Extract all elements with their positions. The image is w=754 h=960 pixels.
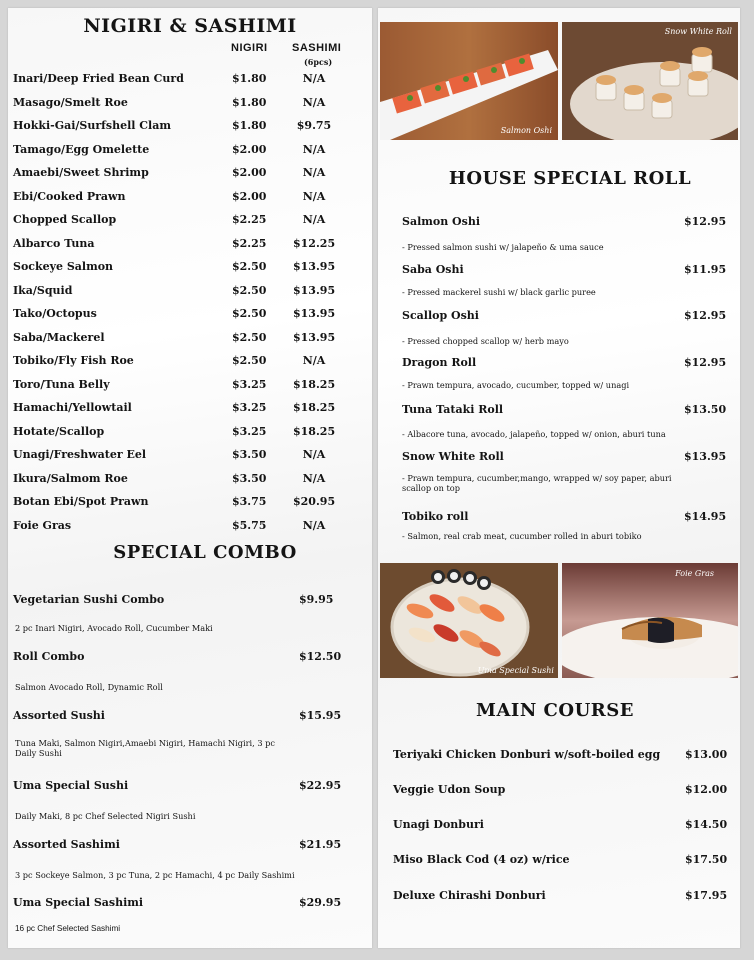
nigiri-price: $2.00 (232, 189, 267, 203)
combo-description: Daily Maki, 8 pc Chef Selected Nigiri Sushi (15, 811, 196, 821)
nigiri-item-name: Inari/Deep Fried Bean Curd (13, 72, 184, 85)
combo-price: $21.95 (299, 838, 342, 851)
roll-description: - Pressed chopped scallop w/ herb mayo (402, 336, 569, 346)
main-course-price: $17.50 (685, 853, 728, 866)
main-course-name: Veggie Udon Soup (393, 783, 506, 796)
roll-price: $13.50 (684, 403, 727, 416)
nigiri-price: $5.75 (232, 518, 267, 532)
sashimi-price: $13.95 (293, 330, 336, 344)
roll-price: $12.95 (684, 356, 727, 369)
nigiri-item-name: Tobiko/Fly Fish Roe (13, 354, 134, 367)
sashimi-price: $13.95 (293, 307, 336, 320)
roll-price: $13.95 (684, 450, 727, 463)
main-course-title: MAIN COURSE (476, 700, 634, 721)
roll-price: $12.95 (684, 215, 727, 228)
main-course-row (393, 783, 728, 801)
uma-special-sushi-photo (380, 563, 558, 678)
sashimi-price: N/A (302, 518, 326, 532)
roll-price: $12.95 (684, 309, 727, 322)
special-combo-title: SPECIAL COMBO (113, 542, 297, 563)
combo-price: $22.95 (299, 779, 342, 792)
combo-description: Salmon Avocado Roll, Dynamic Roll (15, 682, 163, 692)
sashimi-price: N/A (302, 142, 326, 156)
photo-caption: Foie Gras (675, 569, 714, 578)
nigiri-row (13, 354, 353, 372)
combo-price: $29.95 (299, 896, 342, 909)
roll-description: - Pressed mackerel sushi w/ black garlic puree (402, 287, 596, 297)
nigiri-item-name: Saba/Mackerel (13, 330, 105, 344)
roll-price: $14.95 (684, 510, 727, 523)
combo-description: Tuna Maki, Salmon Nigiri,Amaebi Nigiri, Hamachi Nigiri, 3 pc Daily Sushi (15, 738, 276, 758)
sashimi-column-header: SASHIMI (292, 42, 342, 54)
snow-white-roll-photo (562, 22, 738, 140)
roll-name: Scallop Oshi (402, 309, 479, 322)
nigiri-price: $3.50 (232, 448, 267, 461)
nigiri-column-header: NIGIRI (231, 42, 268, 54)
sashimi-price: N/A (302, 72, 326, 85)
nigiri-price: $3.75 (232, 495, 267, 508)
nigiri-price: $1.80 (232, 119, 267, 132)
nigiri-price: $2.50 (232, 260, 267, 273)
nigiri-item-name: Unagi/Freshwater Eel (13, 448, 147, 461)
nigiri-item-name: Foie Gras (13, 518, 72, 532)
nigiri-price: $2.50 (232, 330, 267, 344)
combo-price: $15.95 (299, 709, 342, 722)
combo-price: $12.50 (299, 650, 342, 663)
nigiri-price: $2.25 (232, 236, 267, 250)
nigiri-item-name: Hamachi/Yellowtail (13, 401, 132, 414)
combo-name: Assorted Sushi (13, 709, 105, 722)
main-course-price: $12.00 (685, 783, 728, 796)
salmon-oshi-photo (380, 22, 558, 140)
roll-name: Tuna Tataki Roll (402, 403, 504, 416)
sashimi-price: N/A (302, 166, 326, 179)
combo-name: Roll Combo (13, 650, 85, 663)
main-course-row (393, 748, 728, 766)
roll-description: - Albacore tuna, avocado, jalapeño, topped w/ onion, aburi tuna (402, 429, 666, 439)
combo-price: $9.95 (299, 593, 334, 606)
nigiri-row (13, 119, 353, 137)
nigiri-row (13, 260, 353, 278)
nigiri-sashimi-title: NIGIRI & SASHIMI (83, 15, 297, 37)
main-course-name: Miso Black Cod (4 oz) w/rice (393, 853, 570, 866)
main-course-name: Unagi Donburi (393, 818, 484, 831)
main-course-row (393, 853, 728, 871)
nigiri-row (13, 190, 353, 208)
nigiri-item-name: Sockeye Salmon (13, 260, 114, 273)
nigiri-item-name: Chopped Scallop (13, 213, 117, 226)
nigiri-price: $1.80 (232, 72, 267, 85)
sashimi-price: $13.95 (293, 283, 336, 297)
sashimi-price: $20.95 (293, 495, 336, 508)
nigiri-price: $3.25 (232, 377, 267, 391)
combo-description: 2 pc Inari Nigiri, Avocado Roll, Cucumber Maki (15, 623, 213, 633)
sashimi-price: N/A (302, 189, 326, 203)
photo-caption: Snow White Roll (664, 27, 732, 36)
sashimi-price: N/A (302, 95, 326, 109)
nigiri-item-name: Ika/Squid (13, 283, 73, 297)
combo-description: 3 pc Sockeye Salmon, 3 pc Tuna, 2 pc Hamachi, 4 pc Daily Sashimi (15, 870, 295, 880)
house-special-roll-title: HOUSE SPECIAL ROLL (448, 168, 692, 189)
nigiri-price: $2.25 (232, 213, 267, 226)
main-course-price: $17.95 (685, 889, 728, 902)
nigiri-row (13, 143, 353, 161)
nigiri-item-name: Albarco Tuna (13, 236, 95, 250)
roll-description: - Prawn tempura, avocado, cucumber, topped w/ unagi (402, 380, 630, 390)
main-course-row (393, 818, 728, 836)
combo-name: Uma Special Sashimi (13, 896, 144, 909)
nigiri-item-name: Ikura/Salmom Roe (13, 471, 128, 485)
nigiri-price: $3.25 (232, 401, 267, 414)
nigiri-price: $2.00 (232, 166, 267, 179)
nigiri-item-name: Ebi/Cooked Prawn (13, 189, 126, 203)
photo-caption: Salmon Oshi (500, 126, 552, 135)
nigiri-price: $2.50 (232, 354, 267, 367)
nigiri-item-name: Hotate/Scallop (13, 424, 105, 438)
sashimi-price: N/A (302, 448, 326, 461)
combo-name: Uma Special Sushi (13, 779, 129, 792)
sashimi-price: $12.25 (293, 236, 336, 250)
combo-name: Assorted Sashimi (13, 838, 120, 851)
main-course-row (393, 889, 728, 907)
nigiri-row (13, 166, 353, 184)
sashimi-price: $18.25 (293, 424, 336, 438)
combo-name: Vegetarian Sushi Combo (13, 593, 165, 606)
nigiri-price: $2.50 (232, 307, 267, 320)
nigiri-row (13, 401, 353, 419)
roll-name: Tobiko roll (402, 510, 469, 523)
combo-description: 16 pc Chef Selected Sashimi (15, 924, 121, 933)
main-course-price: $14.50 (685, 818, 728, 831)
nigiri-row (13, 96, 353, 114)
sashimi-pieces-note: (6pcs) (304, 57, 333, 67)
main-course-name: Teriyaki Chicken Donburi w/soft-boiled egg (393, 748, 661, 761)
main-course-price: $13.00 (685, 748, 728, 761)
nigiri-item-name: Amaebi/Sweet Shrimp (13, 166, 149, 179)
roll-name: Snow White Roll (402, 450, 504, 463)
nigiri-price: $3.25 (232, 424, 267, 438)
nigiri-price: $3.50 (232, 471, 267, 485)
sashimi-price: $9.75 (296, 119, 332, 132)
sashimi-price: $18.25 (293, 377, 336, 391)
nigiri-row (13, 448, 353, 466)
nigiri-item-name: Masago/Smelt Roe (13, 95, 128, 109)
nigiri-row (13, 284, 353, 302)
nigiri-row (13, 331, 353, 349)
roll-name: Dragon Roll (402, 356, 477, 369)
roll-description: - Pressed salmon sushi w/ jalapeño & uma sauce (402, 242, 604, 252)
nigiri-row (13, 495, 353, 513)
roll-name: Saba Oshi (402, 263, 464, 276)
nigiri-item-name: Tako/Octopus (13, 307, 97, 320)
nigiri-row (13, 307, 353, 325)
nigiri-row (13, 519, 353, 537)
roll-name: Salmon Oshi (402, 215, 481, 228)
nigiri-row (13, 425, 353, 443)
roll-description: - Prawn tempura, cucumber,mango, wrapped w/ soy paper, aburi scallop on top (402, 473, 672, 493)
sashimi-price: N/A (302, 213, 326, 226)
nigiri-item-name: Toro/Tuna Belly (13, 377, 110, 391)
nigiri-item-name: Hokki-Gai/Surfshell Clam (13, 119, 171, 132)
sashimi-price: $13.95 (293, 260, 336, 273)
nigiri-price: $1.80 (232, 95, 267, 109)
sashimi-price: N/A (302, 471, 326, 485)
nigiri-price: $2.50 (232, 283, 267, 297)
nigiri-price: $2.00 (232, 142, 267, 156)
main-course-name: Deluxe Chirashi Donburi (393, 889, 546, 902)
nigiri-row (13, 213, 353, 231)
nigiri-row (13, 237, 353, 255)
sashimi-price: N/A (302, 354, 326, 367)
sashimi-price: $18.25 (293, 401, 336, 414)
roll-description: - Salmon, real crab meat, cucumber rolled in aburi tobiko (402, 531, 642, 541)
nigiri-row (13, 472, 353, 490)
nigiri-item-name: Tamago/Egg Omelette (13, 142, 150, 156)
foie-gras-photo (562, 563, 738, 678)
nigiri-item-name: Botan Ebi/Spot Prawn (13, 495, 149, 508)
roll-price: $11.95 (684, 263, 727, 276)
photo-caption: Uma Special Sushi (477, 666, 554, 675)
nigiri-row (13, 72, 353, 90)
nigiri-row (13, 378, 353, 396)
